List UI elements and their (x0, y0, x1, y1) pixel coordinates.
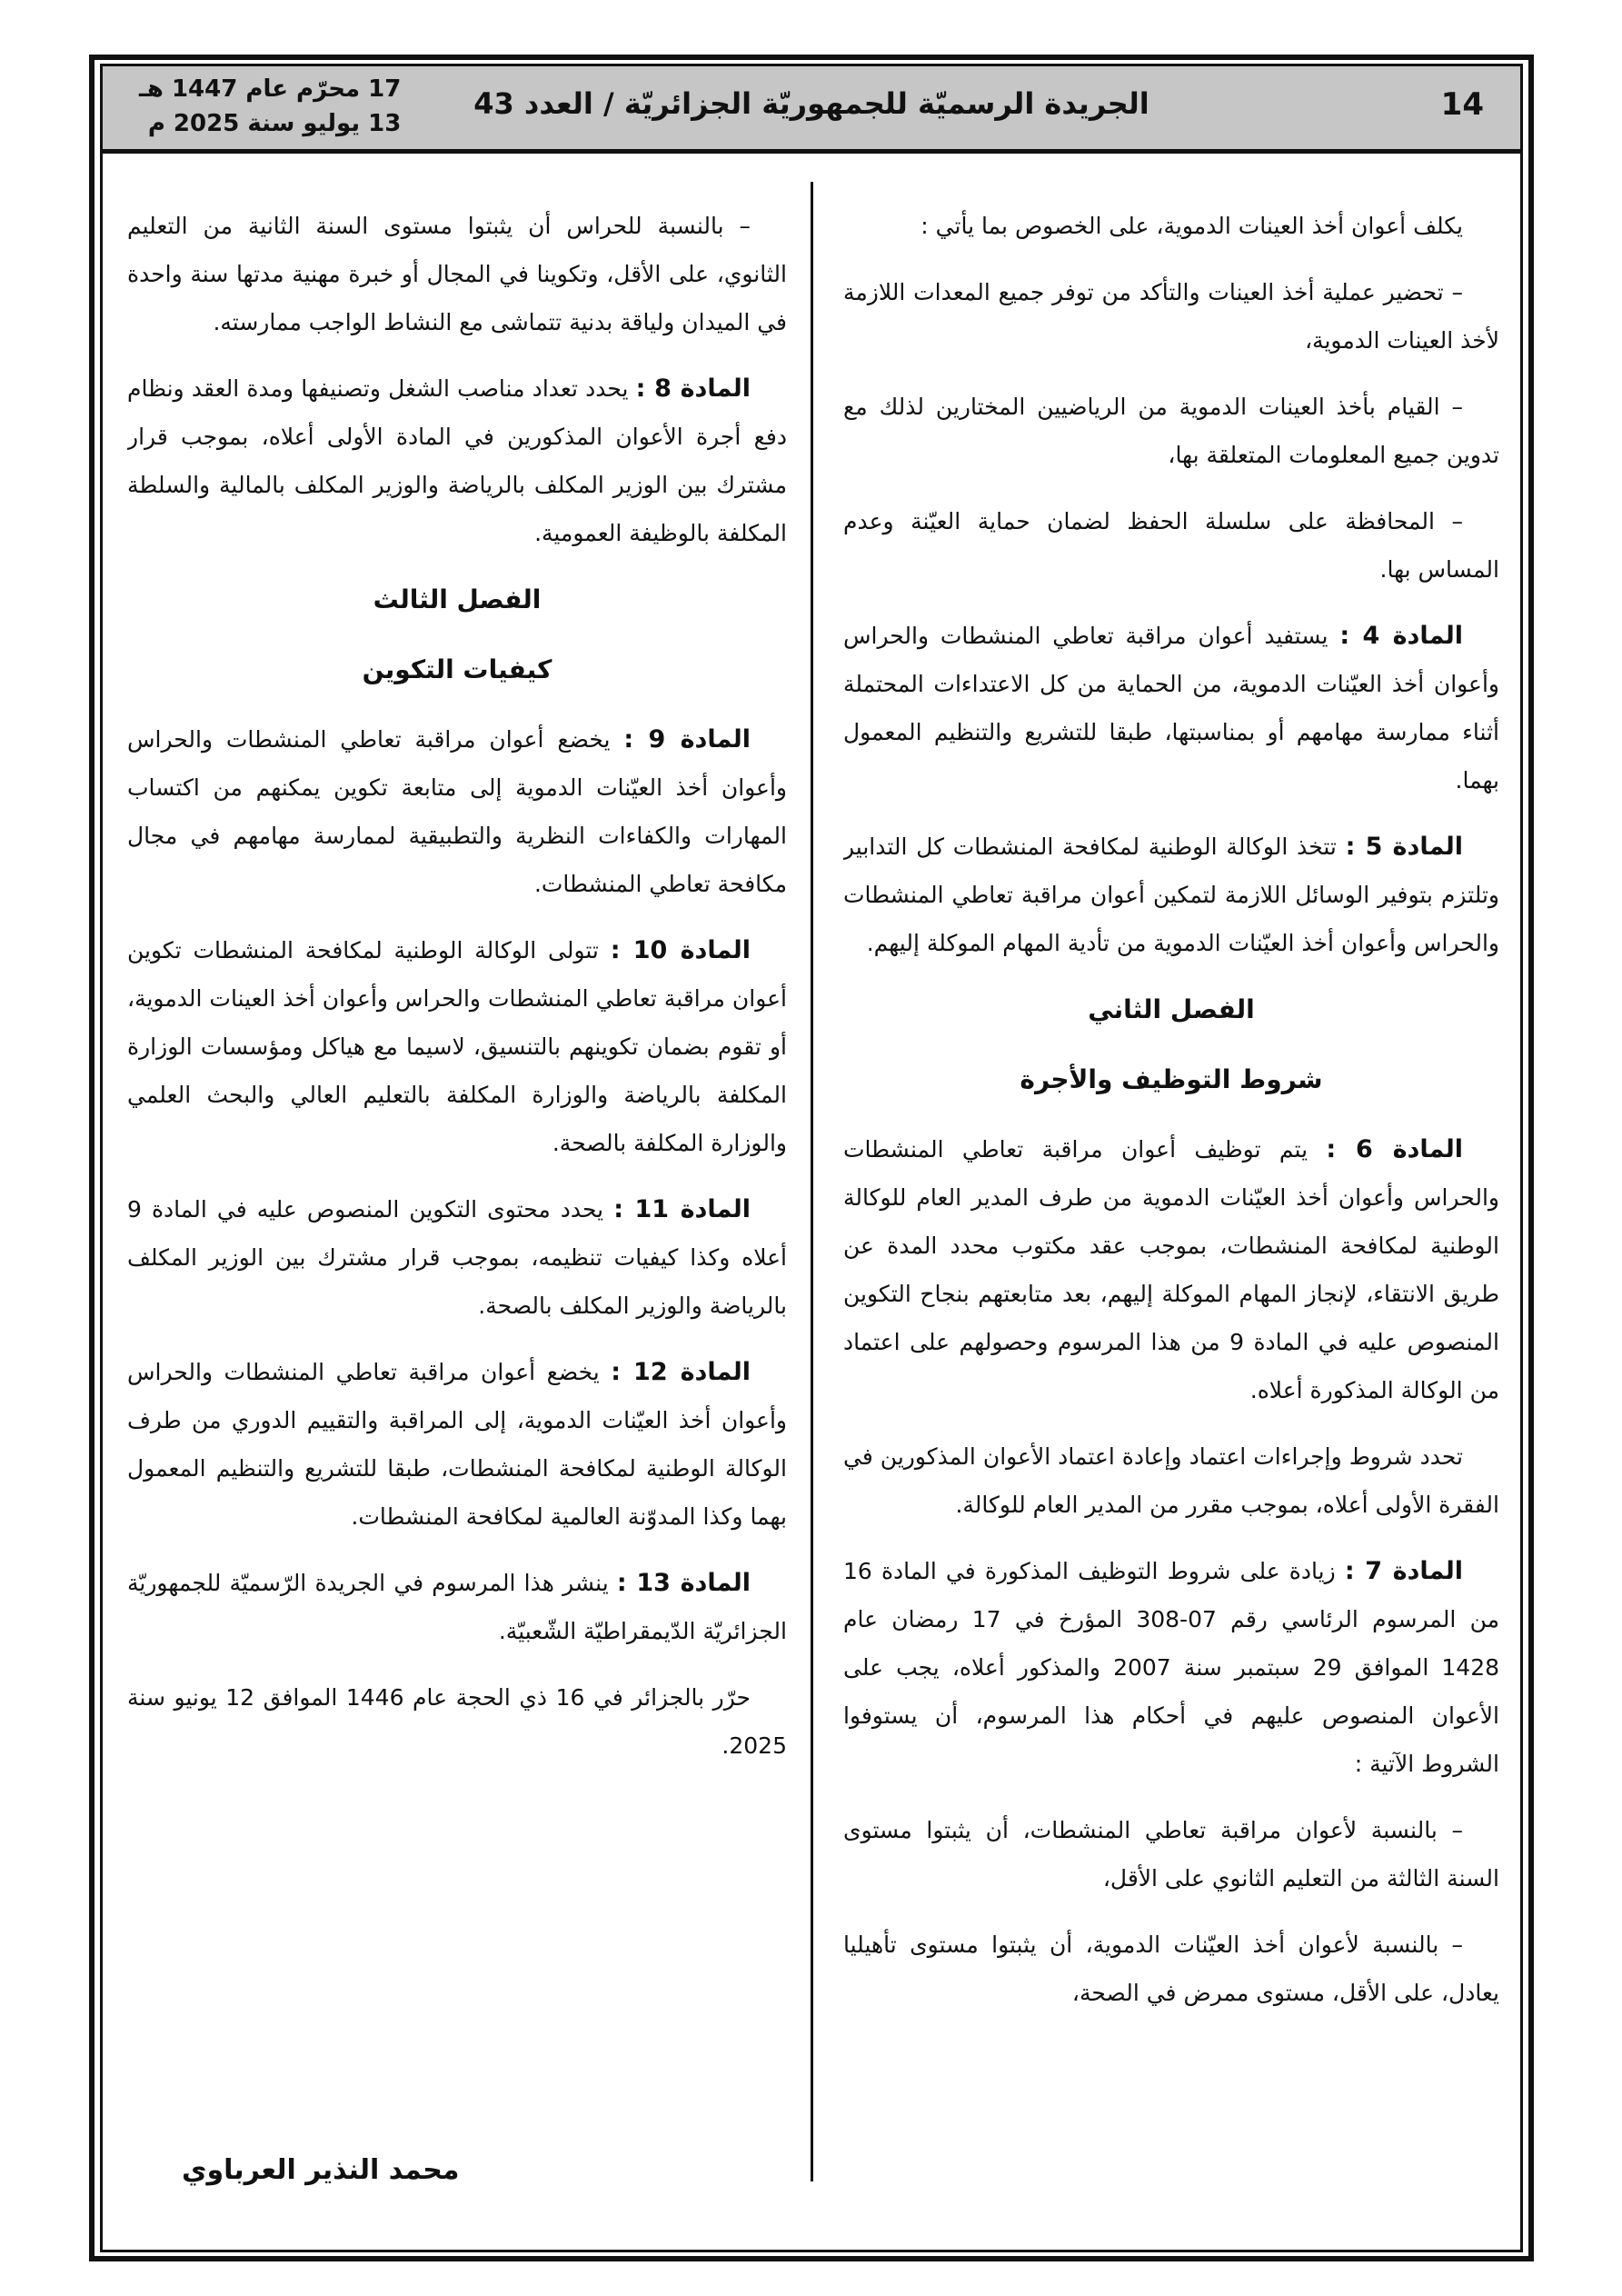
article-6 (843, 1125, 1499, 1414)
signature: محمد النذير العرباوي (182, 2154, 460, 2186)
article-label: المادة 10 : (610, 936, 751, 964)
article-7 (843, 1547, 1499, 1788)
chapter-subtitle: كيفيات التكوين (362, 654, 552, 684)
article-label: المادة 6 : (1326, 1135, 1464, 1163)
paragraph: تحدد شروط وإجراءات اعتماد وإعادة اعتماد الأعوان المذكورين في الفقرة الأولى أعلاه، بموجب مقرر من المدير العام للوكالة. (843, 1443, 1499, 1518)
article-text: تتخذ الوكالة الوطنية لمكافحة المنشطات كل التدابير وتلتزم بتوفير الوسائل اللازمة لتمكين أعوان مراقبة تعاطي المنشطات والحراس وأعوان أخذ العيّنات الدموية من تأدية المهام الموكلة إليهم. (843, 834, 1499, 956)
paragraph: يكلف أعوان أخذ العينات الدموية، على الخصوص بما يأتي : (920, 213, 1463, 239)
article-13 (127, 1559, 787, 1655)
article-label: المادة 13 : (616, 1569, 751, 1597)
chapter-subtitle: شروط التوظيف والأجرة (1020, 1064, 1323, 1094)
article-label: المادة 7 : (1344, 1557, 1464, 1585)
article-text: زيادة على شروط التوظيف المذكورة في المادة 16 من المرسوم الرئاسي رقم 07-308 المؤرخ في 17 رمضان عام 1428 الموافق 29 سبتمبر سنة 2007 والمذكور أعلاه، يجب على الأعوان المنصوص عليهم في أحكام هذا المرسوم، أن يستوفوا الشروط الآتية : (843, 1558, 1499, 1777)
article-label: المادة 5 : (1345, 833, 1463, 861)
column-divider (811, 182, 813, 2181)
article-text: ينشر هذا المرسوم في الجريدة الرّسميّة للجمهوريّة الجزائريّة الدّيمقراطيّة الشّعبيّة. (127, 1570, 787, 1644)
chapter-title: الفصل الثالث (373, 584, 542, 614)
list-item: – المحافظة على سلسلة الحفظ لضمان حماية العيّنة وعدم المساس بها. (843, 508, 1499, 583)
article-text: يتم توظيف أعوان مراقبة تعاطي المنشطات والحراس وأعوان أخذ العيّنات الدموية من طرف المدير العام للوكالة الوطنية لمكافحة المنشطات، بموجب عقد مكتوب محدد المدة عن طريق الانتقاء، لإنجاز المهام الموكلة إليهم، بعد متابعتهم بنجاح التكوين المنصوص عليه في المادة 9 من هذا المرسوم وحصولهم على اعتماد من الوكالة المذكورة أعلاه. (843, 1136, 1499, 1403)
date-hijri: 17 محرّم عام 1447 هـ (139, 75, 402, 103)
article-text: يستفيد أعوان مراقبة تعاطي المنشطات والحراس وأعوان أخذ العيّنات الدموية، من الحماية من كل الاعتداءات المحتملة أثناء ممارسة مهامهم أو بمناسبتها، طبقا للتشريع والتنظيم المعمول بهما. (843, 623, 1499, 794)
list-item: – تحضير عملية أخذ العينات والتأكد من توفر جميع المعدات اللازمة لأخذ العينات الدموية، (843, 279, 1499, 354)
article-9 (127, 715, 787, 908)
right-column (843, 202, 1499, 2192)
article-label: المادة 8 : (635, 374, 751, 403)
article-label: المادة 12 : (611, 1358, 751, 1386)
article-text: يحدد تعداد مناصب الشغل وتصنيفها ومدة العقد ونظام دفع أجرة الأعوان المذكورين في المادة الأولى أعلاه، بموجب قرار مشترك بين الوزير المكلف بالرياضة والوزير المكلف بالمالية والسلطة المكلفة بالوظيفة العمومية. (127, 375, 787, 546)
list-item: – بالنسبة لأعوان مراقبة تعاطي المنشطات، أن يثبتوا مستوى السنة الثالثة من التعليم الثانوي على الأقل، (843, 1817, 1499, 1892)
article-label: المادة 11 : (613, 1195, 751, 1223)
article-4 (843, 612, 1499, 804)
article-text: يحدد محتوى التكوين المنصوص عليه في المادة 9 أعلاه وكذا كيفيات تنظيمه، بموجب قرار مشترك بين الوزير المكلف بالرياضة والوزير المكلف بالصحة. (127, 1196, 787, 1319)
list-item: – بالنسبة لأعوان أخذ العيّنات الدموية، أن يثبتوا مستوى تأهيليا يعادل، على الأقل، مستوى ممرض في الصحة، (843, 1932, 1499, 2006)
article-text: يخضع أعوان مراقبة تعاطي المنشطات والحراس وأعوان أخذ العيّنات الدموية، إلى المراقبة والتقييم الدوري من طرف الوكالة الوطنية لمكافحة المنشطات، طبقا للتشريع والتنظيم المعمول بهما وكذا المدوّنة العالمية لمكافحة المنشطات. (127, 1359, 787, 1530)
journal-title: الجريدة الرسميّة للجمهوريّة الجزائريّة / العدد 43 (473, 86, 1149, 121)
date-gregorian: 13 يوليو سنة 2025 م (147, 110, 402, 137)
issue-date (139, 72, 401, 141)
article-text: يخضع أعوان مراقبة تعاطي المنشطات والحراس وأعوان أخذ العيّنات الدموية إلى متابعة تكوين يمكنهم من اكتساب المهارات والكفاءات النظرية والتطبيقية لممارسة مهامهم في مجال مكافحة تعاطي المنشطات. (127, 726, 787, 897)
chapter-title: الفصل الثاني (1088, 994, 1255, 1024)
article-11 (127, 1185, 787, 1330)
list-item: – القيام بأخذ العينات الدموية من الرياضيين المختارين لذلك مع تدوين جميع المعلومات المتعلقة بها، (843, 394, 1499, 468)
article-8 (127, 364, 787, 557)
article-label: المادة 4 : (1339, 622, 1464, 650)
article-10 (127, 926, 787, 1167)
article-label: المادة 9 : (623, 725, 751, 754)
left-column (127, 202, 787, 2192)
article-5 (843, 823, 1499, 967)
article-text: تتولى الوكالة الوطنية لمكافحة المنشطات تكوين أعوان مراقبة تعاطي المنشطات والحراس وأعوان أخذ العينات الدموية، أو تقوم بضمان تكوينهم بالتنسيق، لاسيما مع هياكل ومؤسسات الوزارة المكلفة بالرياضة والوزارة المكلفة بالتعليم العالي والبحث العلمي والوزارة المكلفة بالصحة. (127, 937, 787, 1156)
list-item: – بالنسبة للحراس أن يثبتوا مستوى السنة الثانية من التعليم الثانوي، على الأقل، وتكوينا في المجال أو خبرة مهنية مدتها سنة واحدة في الميدان ولياقة بدنية تتماشى مع النشاط الواجب ممارسته. (127, 213, 787, 335)
page-number: 14 (1440, 86, 1484, 123)
journal-header (103, 66, 1520, 154)
done-at-statement: حرّر بالجزائر في 16 ذي الحجة عام 1446 الموافق 12 يونيو سنة 2025. (127, 1684, 787, 1759)
article-12 (127, 1348, 787, 1541)
